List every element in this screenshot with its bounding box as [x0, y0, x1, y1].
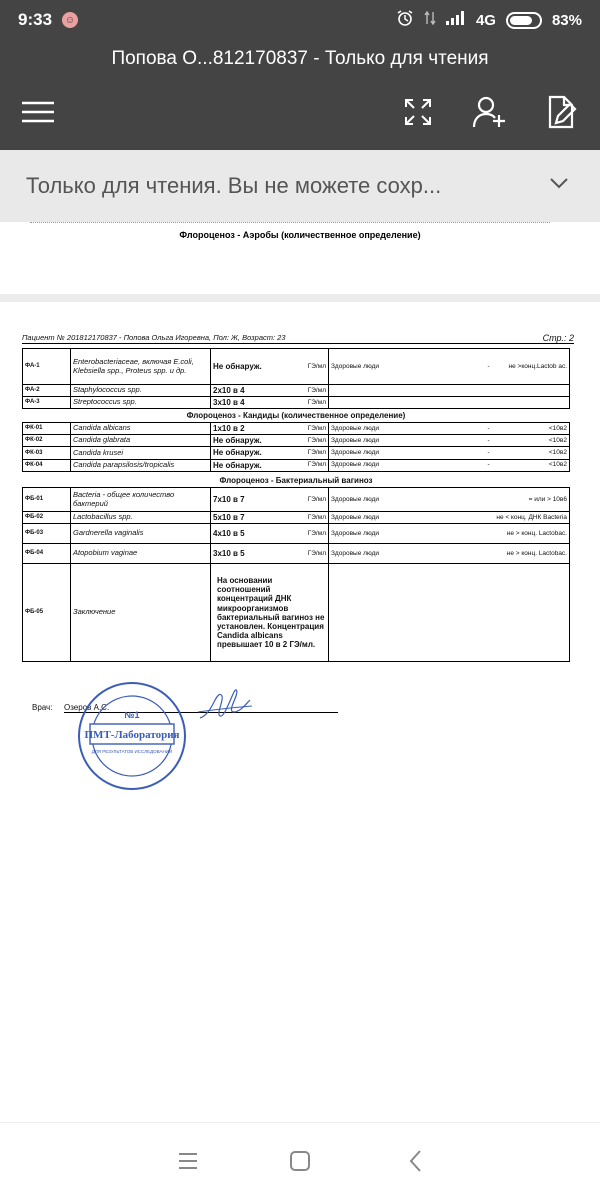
- status-bar: [0, 0, 600, 40]
- recent-apps-icon: [177, 1151, 199, 1171]
- reference-dash: -: [487, 424, 490, 432]
- organism-name: Streptococcus spp.: [71, 397, 211, 409]
- chevron-down-icon[interactable]: [548, 172, 570, 200]
- nav-bar: [0, 1122, 600, 1198]
- edit-document-icon: [546, 95, 578, 129]
- reference-value-text: <10в2: [548, 424, 567, 432]
- patient-info: Пациент № 201812170837 - Попова Ольга Игоревна, Пол: Ж, Возраст: 23: [22, 333, 286, 342]
- menu-button[interactable]: [16, 92, 60, 132]
- organism-name: Staphylococcus spp.: [71, 385, 211, 397]
- result-value: Не обнаруж.: [211, 447, 291, 459]
- result-unit: ГЭ/мл: [291, 349, 329, 385]
- result-code: ФА-2: [23, 385, 71, 397]
- stamp-sub: ДЛЯ РЕЗУЛЬТАТОВ ИССЛЕДОВАНИЙ: [91, 749, 173, 754]
- result-value: 1x10 в 2: [211, 423, 291, 435]
- banner-text: Только для чтения. Вы не можете сохр...: [26, 173, 442, 198]
- table-row: [23, 459, 570, 471]
- conclusion-code: ФБ-05: [23, 564, 71, 662]
- status-right: [396, 9, 582, 31]
- conclusion-text: На основании соотношений концентраций ДНК микроорганизмов бактериальный вагиноз не установлен. Концентрация Candida albicans превышает 10 в 2 ГЭ/мл.: [211, 564, 329, 662]
- result-value: 3x10 в 5: [211, 544, 291, 564]
- organism-name: Bacteria - общее количество бактерий: [71, 488, 211, 512]
- network-type: 4G: [475, 11, 496, 29]
- organism-name: Candida krusei: [71, 447, 211, 459]
- reference-group: Здоровые люди: [329, 447, 480, 459]
- reference-value-text: <10в2: [548, 449, 567, 457]
- fullscreen-icon: [402, 96, 434, 128]
- result-unit: ГЭ/мл: [291, 488, 329, 512]
- result-code: ФБ-04: [23, 544, 71, 564]
- home-button[interactable]: [280, 1143, 320, 1179]
- app-bar: [0, 40, 600, 150]
- stamp-number: №1: [124, 710, 140, 720]
- reference-group: Здоровые люди: [329, 349, 480, 385]
- result-unit: ГЭ/мл: [291, 397, 329, 409]
- result-value: Не обнаруж.: [211, 459, 291, 471]
- reference-group: Здоровые люди: [329, 435, 480, 447]
- recent-apps-button[interactable]: [168, 1143, 208, 1179]
- result-value: 5x10 в 7: [211, 512, 291, 524]
- result-value: 2x10 в 4: [211, 385, 291, 397]
- doctor-signature: [196, 684, 256, 728]
- back-icon: [408, 1149, 424, 1173]
- fullscreen-button[interactable]: [396, 92, 440, 132]
- reference-value: [480, 385, 570, 397]
- reference-value-text: не >конц.Lactob ac.: [508, 362, 567, 370]
- result-value: 7x10 в 7: [211, 488, 291, 512]
- reference-value-text: = или > 10в6: [528, 495, 567, 503]
- table-row: [23, 512, 570, 524]
- reference-value: [480, 488, 570, 512]
- reference-value: [480, 544, 570, 564]
- conclusion-label: Заключение: [71, 564, 211, 662]
- result-code: ФА-1: [23, 349, 71, 385]
- reference-value: [480, 447, 570, 459]
- reference-dash: -: [487, 449, 490, 457]
- table-row: [23, 397, 570, 409]
- organism-name: Candida parapsilosis/tropicalis: [71, 459, 211, 471]
- reference-value-text: не > конц. Lactobac.: [506, 529, 567, 537]
- reference-value: [480, 397, 570, 409]
- organism-name: Lactobacillus spp.: [71, 512, 211, 524]
- result-code: ФБ-03: [23, 524, 71, 544]
- result-code: ФК-01: [23, 423, 71, 435]
- strip-divider: [30, 222, 550, 223]
- result-unit: ГЭ/мл: [291, 544, 329, 564]
- reference-value: [480, 524, 570, 544]
- candida-section-title: Флороценоз - Кандиды (количественное определение): [186, 411, 406, 420]
- battery-icon: [506, 12, 542, 29]
- table-row: [23, 349, 570, 385]
- reference-dash: -: [487, 362, 490, 370]
- organism-name: Enterobacteriaceae, включая E.coli, Klebsiella spp., Proteus spp. и др.: [71, 349, 211, 385]
- signal-icon: [446, 11, 466, 29]
- back-button[interactable]: [396, 1143, 436, 1179]
- conclusion-empty: [329, 564, 570, 662]
- reference-group: [329, 397, 480, 409]
- previous-page-bottom: [0, 222, 600, 294]
- notification-icon: ☺: [62, 12, 78, 28]
- vaginosis-section-title: Флороценоз - Бактериальный вагиноз: [219, 476, 373, 485]
- reference-value: [480, 435, 570, 447]
- table-row: [23, 423, 570, 435]
- reference-dash: -: [487, 461, 490, 469]
- result-code: ФА-3: [23, 397, 71, 409]
- reference-value-text: <10в2: [548, 461, 567, 469]
- result-value: 4x10 в 5: [211, 524, 291, 544]
- result-value: Не обнаруж.: [211, 349, 291, 385]
- stamp-name: ПМТ-Лаборатория: [84, 729, 180, 741]
- page-number: Стр.: 2: [542, 333, 574, 343]
- result-code: ФБ-02: [23, 512, 71, 524]
- result-unit: ГЭ/мл: [291, 423, 329, 435]
- organism-name: Candida albicans: [71, 423, 211, 435]
- result-unit: ГЭ/мл: [291, 447, 329, 459]
- table-row: [23, 524, 570, 544]
- status-time: 9:33: [18, 10, 53, 29]
- page-gap: [0, 294, 600, 302]
- reference-value: [480, 349, 570, 385]
- organism-name: Atopobium vaginae: [71, 544, 211, 564]
- vaginosis-table: [22, 487, 570, 662]
- reference-value: [480, 512, 570, 524]
- reference-value-text: <10в2: [548, 437, 567, 445]
- read-only-banner[interactable]: [0, 150, 600, 222]
- result-code: ФБ-01: [23, 488, 71, 512]
- table-row: [23, 544, 570, 564]
- result-code: ФК-02: [23, 435, 71, 447]
- share-button[interactable]: [468, 92, 512, 132]
- conclusion-row: [23, 564, 570, 662]
- lab-stamp: [76, 680, 188, 792]
- edit-button[interactable]: [540, 92, 584, 132]
- data-transfer-icon: [424, 10, 436, 30]
- strip-title: Флороценоз - Аэробы (количественное определение): [179, 230, 421, 240]
- menu-icon: [20, 100, 56, 124]
- table-row: [23, 447, 570, 459]
- reference-group: Здоровые люди: [329, 423, 480, 435]
- reference-group: [329, 385, 480, 397]
- result-unit: ГЭ/мл: [291, 524, 329, 544]
- doctor-label: Врач:: [32, 703, 53, 712]
- patient-line: [22, 333, 574, 344]
- result-value: 3x10 в 4: [211, 397, 291, 409]
- reference-value: [480, 423, 570, 435]
- table-row: [23, 435, 570, 447]
- organism-name: Gardnerella vaginalis: [71, 524, 211, 544]
- result-code: ФК-03: [23, 447, 71, 459]
- result-unit: ГЭ/мл: [291, 435, 329, 447]
- document-page: [0, 302, 600, 1122]
- home-icon: [289, 1150, 311, 1172]
- doctor-name: Озеров А.С.: [64, 703, 338, 713]
- result-unit: ГЭ/мл: [291, 385, 329, 397]
- alarm-icon: [396, 9, 414, 31]
- result-code: ФК-04: [23, 459, 71, 471]
- result-value: Не обнаруж.: [211, 435, 291, 447]
- reference-value: [480, 459, 570, 471]
- document-title: Попова О...812170837 - Только для чтения: [111, 48, 489, 69]
- result-unit: ГЭ/мл: [291, 459, 329, 471]
- reference-value-text: не > конц. Lactobac.: [506, 549, 567, 557]
- reference-group: Здоровые люди: [329, 512, 480, 524]
- reference-group: Здоровые люди: [329, 544, 480, 564]
- candida-table: [22, 422, 570, 472]
- reference-group: Здоровые люди: [329, 488, 480, 512]
- organism-name: Candida glabrata: [71, 435, 211, 447]
- reference-value-text: не < конц. ДНК Bacteria: [496, 513, 567, 521]
- reference-dash: -: [487, 437, 490, 445]
- table-row: [23, 385, 570, 397]
- add-person-icon: [472, 95, 508, 129]
- table-row: [23, 488, 570, 512]
- battery-percent: 83%: [551, 11, 582, 29]
- reference-group: Здоровые люди: [329, 459, 480, 471]
- result-unit: ГЭ/мл: [291, 512, 329, 524]
- aerobes-table: [22, 348, 570, 409]
- reference-group: Здоровые люди: [329, 524, 480, 544]
